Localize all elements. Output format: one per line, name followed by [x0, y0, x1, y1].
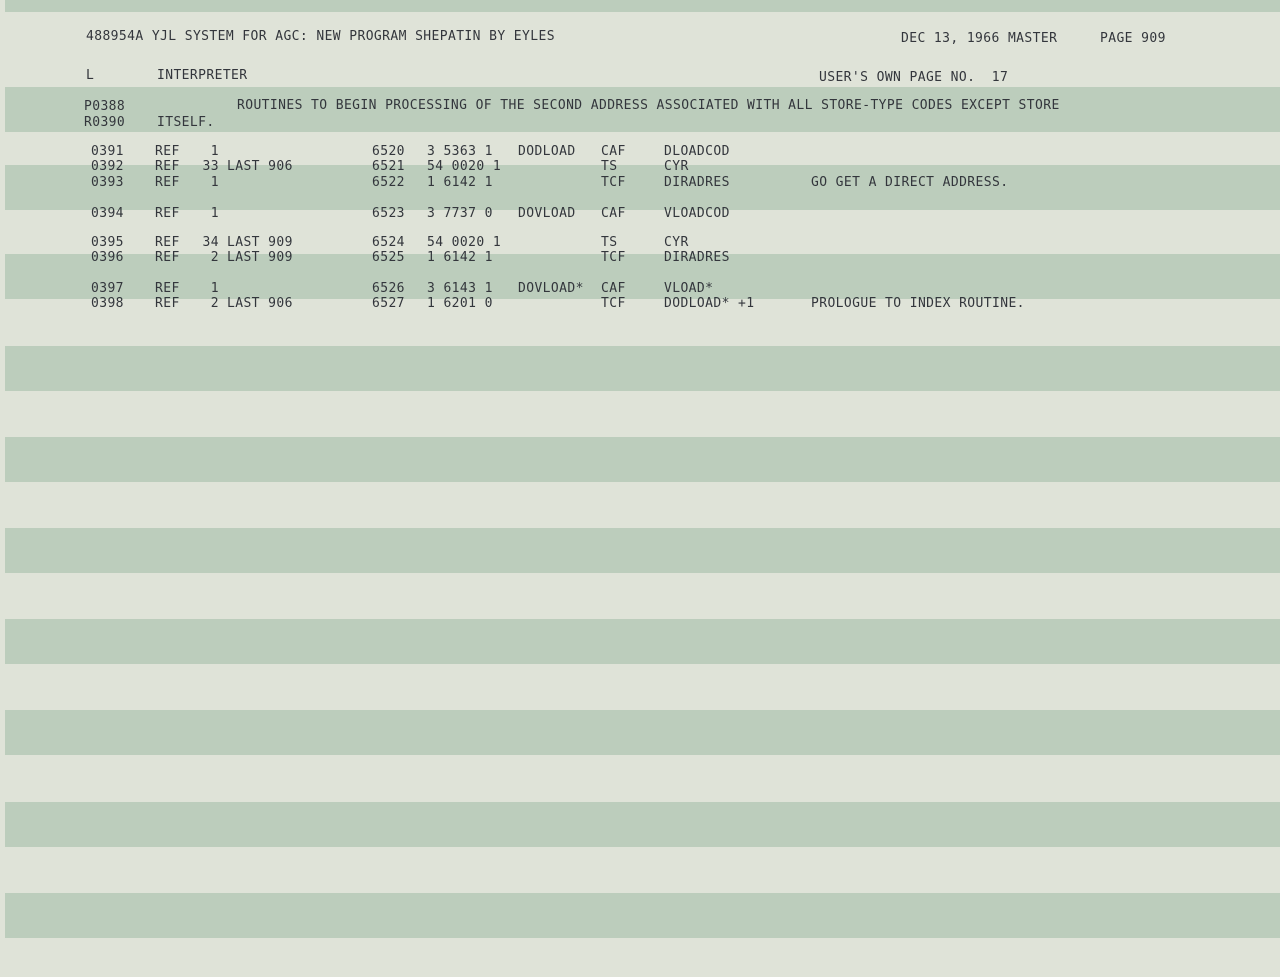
green-bar	[5, 528, 1280, 573]
green-bar	[5, 437, 1280, 482]
octal-word: 3 7737 0	[427, 206, 493, 221]
last-page-ref: LAST 909	[227, 235, 293, 250]
line-number: 0397	[91, 281, 124, 296]
ref-count: 1	[210, 175, 219, 190]
comment-line-label: R0390	[84, 115, 126, 130]
green-bar	[5, 893, 1280, 938]
comment-line-text: ITSELF.	[157, 115, 215, 130]
operand: VLOADCOD	[664, 206, 730, 221]
green-bar	[5, 710, 1280, 755]
octal-word: 54 0020 1	[427, 159, 502, 174]
octal-word: 3 5363 1	[427, 144, 493, 159]
comment-line-text: ROUTINES TO BEGIN PROCESSING OF THE SECOND ADDRESS ASSOCIATED WITH ALL STORE-TYPE CODES EXCEPT STORE	[237, 98, 1060, 113]
ref-keyword: REF	[155, 250, 180, 265]
opcode: TCF	[601, 175, 626, 190]
line-comment: GO GET A DIRECT ADDRESS.	[811, 175, 1009, 190]
operand: DIRADRES	[664, 175, 730, 190]
ref-keyword: REF	[155, 159, 180, 174]
memory-address: 6520	[372, 144, 405, 159]
ref-keyword: REF	[155, 281, 180, 296]
ref-keyword: REF	[155, 144, 180, 159]
operand: DODLOAD* +1	[664, 296, 755, 311]
octal-word: 54 0020 1	[427, 235, 502, 250]
last-page-ref: LAST 906	[227, 296, 293, 311]
opcode: CAF	[601, 144, 626, 159]
symbol-label: DOVLOAD*	[518, 281, 584, 296]
symbol-label: DODLOAD	[518, 144, 576, 159]
green-bar	[5, 346, 1280, 391]
green-bar	[5, 619, 1280, 664]
operand: CYR	[664, 235, 689, 250]
octal-word: 3 6143 1	[427, 281, 493, 296]
line-comment: PROLOGUE TO INDEX ROUTINE.	[811, 296, 1025, 311]
user-page-number: USER'S OWN PAGE NO. 17	[819, 70, 1009, 85]
ref-count: 34	[202, 235, 219, 250]
ref-count: 2	[210, 250, 219, 265]
octal-word: 1 6142 1	[427, 250, 493, 265]
opcode: CAF	[601, 281, 626, 296]
ref-count: 1	[210, 281, 219, 296]
line-number: 0394	[91, 206, 124, 221]
memory-address: 6521	[372, 159, 405, 174]
line-number: 0396	[91, 250, 124, 265]
ref-keyword: REF	[155, 235, 180, 250]
line-number: 0392	[91, 159, 124, 174]
comment-line-label: P0388	[84, 99, 126, 114]
line-number: 0398	[91, 296, 124, 311]
ref-count: 2	[210, 296, 219, 311]
ref-count: 1	[210, 144, 219, 159]
memory-address: 6526	[372, 281, 405, 296]
job-title: 488954A YJL SYSTEM FOR AGC: NEW PROGRAM SHEPATIN BY EYLES	[86, 29, 555, 44]
operand: VLOAD*	[664, 281, 714, 296]
green-bar	[5, 0, 1280, 12]
ref-count: 1	[210, 206, 219, 221]
ref-count: 33	[202, 159, 219, 174]
print-date: DEC 13, 1966 MASTER	[901, 31, 1058, 46]
memory-address: 6525	[372, 250, 405, 265]
operand: DIRADRES	[664, 250, 730, 265]
operand: DLOADCOD	[664, 144, 730, 159]
section-name: INTERPRETER	[157, 68, 248, 83]
ref-keyword: REF	[155, 296, 180, 311]
opcode: TCF	[601, 250, 626, 265]
opcode: TCF	[601, 296, 626, 311]
octal-word: 1 6201 0	[427, 296, 493, 311]
log-code: L	[86, 68, 95, 83]
symbol-label: DOVLOAD	[518, 206, 576, 221]
line-number: 0393	[91, 175, 124, 190]
opcode: CAF	[601, 206, 626, 221]
octal-word: 1 6142 1	[427, 175, 493, 190]
memory-address: 6523	[372, 206, 405, 221]
last-page-ref: LAST 906	[227, 159, 293, 174]
last-page-ref: LAST 909	[227, 250, 293, 265]
memory-address: 6524	[372, 235, 405, 250]
line-number: 0391	[91, 144, 124, 159]
ref-keyword: REF	[155, 175, 180, 190]
page-number: PAGE 909	[1100, 31, 1166, 46]
line-number: 0395	[91, 235, 124, 250]
operand: CYR	[664, 159, 689, 174]
opcode: TS	[601, 235, 618, 250]
memory-address: 6522	[372, 175, 405, 190]
memory-address: 6527	[372, 296, 405, 311]
ref-keyword: REF	[155, 206, 180, 221]
opcode: TS	[601, 159, 618, 174]
green-bar	[5, 802, 1280, 847]
